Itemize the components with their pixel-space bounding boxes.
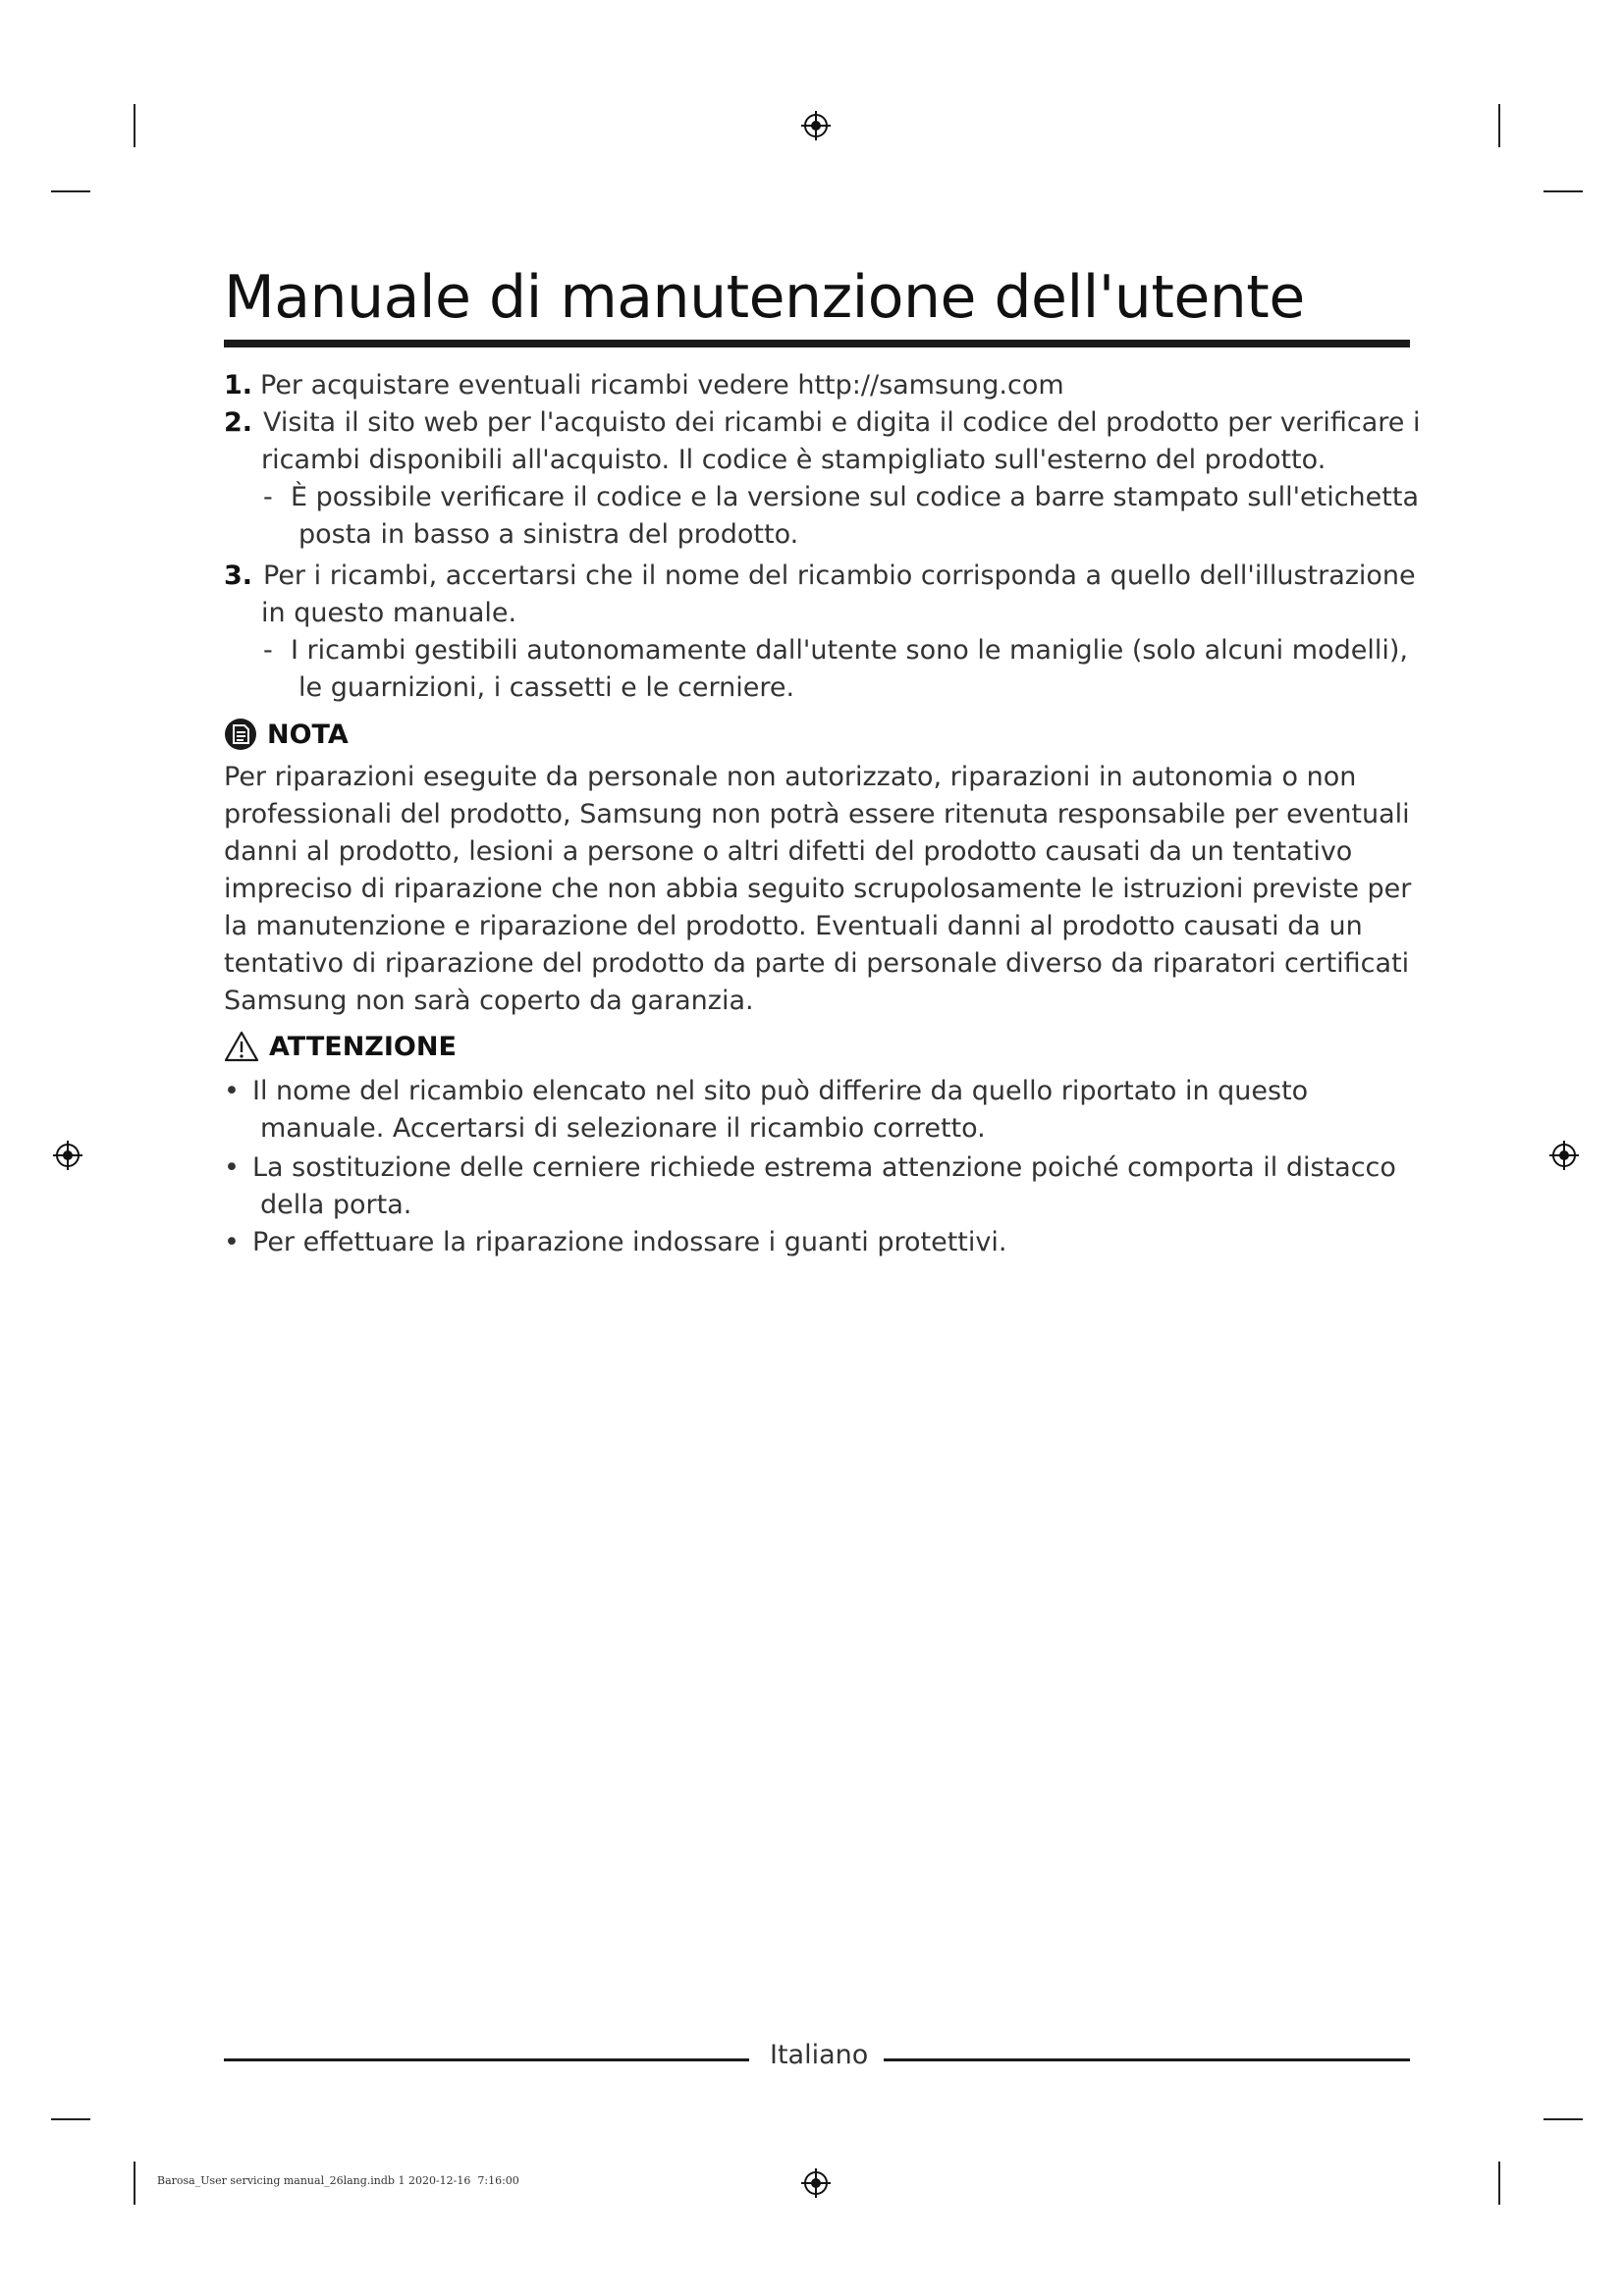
step-text-line: ricambi disponibili all'acquisto. Il codice è stampigliato sull'esterno del prodotto.	[261, 445, 1326, 475]
sub-item-line: le guarnizioni, i cassetti e le cerniere.	[298, 672, 795, 703]
bullet: •	[224, 1076, 240, 1106]
print-slug: Barosa_User servicing manual_26lang.indb 1 2020-12-16 ￼ 7:16:00	[157, 2174, 519, 2187]
caution-item-line: manuale. Accertarsi di selezionare il ricambio corretto.	[260, 1113, 986, 1144]
crop-mark	[134, 104, 135, 147]
caution-item-line: La sostituzione delle cerniere richiede estrema attenzione poiché comporta il distacco	[252, 1152, 1396, 1183]
note-line: danni al prodotto, lesioni a persone o altri difetti del prodotto causati da un tentativo	[224, 836, 1353, 867]
crop-mark	[134, 2162, 135, 2205]
title-rule	[224, 340, 1410, 347]
bullet: •	[224, 1227, 240, 1257]
note-line: la manutenzione e riparazione del prodotto. Eventuali danni al prodotto causati da un	[224, 911, 1363, 941]
page-title: Manuale di manutenzione dell'utente	[224, 263, 1305, 332]
sub-item-dash: -	[263, 482, 273, 512]
step-number: 3.	[224, 561, 253, 591]
caution-item-line: della porta.	[260, 1190, 412, 1220]
note-line: Per riparazioni eseguite da personale non autorizzato, riparazioni in autonomia o non	[224, 762, 1357, 792]
footer-rule	[224, 2058, 749, 2061]
note-heading	[224, 715, 349, 754]
crop-mark	[1498, 104, 1500, 147]
sub-item-line: È possibile verificare il codice e la versione sul codice a barre stampato sull'etichetta	[291, 482, 1420, 512]
note-label: NOTA	[267, 719, 349, 750]
sub-item-line: I ricambi gestibili autonomamente dall'utente sono le maniglie (solo alcuni modelli),	[291, 635, 1408, 666]
registration-mark-icon	[799, 109, 833, 142]
registration-mark-icon	[799, 2166, 833, 2200]
caution-item-line: Il nome del ricambio elencato nel sito può differire da quello riportato in questo	[252, 1076, 1309, 1106]
sub-item-line: posta in basso a sinistra del prodotto.	[298, 519, 799, 550]
crop-mark	[1498, 2162, 1500, 2205]
note-line: Samsung non sarà coperto da garanzia.	[224, 986, 754, 1016]
step-number: 1.	[224, 370, 253, 400]
bullet: •	[224, 1152, 240, 1183]
registration-mark-icon	[1547, 1139, 1581, 1172]
crop-mark	[51, 190, 90, 192]
note-line: tentativo di riparazione del prodotto da parte di personale diverso da riparatori certificati	[224, 948, 1410, 979]
caution-label: ATTENZIONE	[269, 1031, 457, 1062]
footer-rule	[884, 2058, 1410, 2061]
warning-triangle-icon	[224, 1030, 259, 1063]
sub-item-dash: -	[263, 635, 273, 666]
crop-mark	[1543, 190, 1583, 192]
step-text-line: in questo manuale.	[261, 598, 517, 628]
step-number: 2.	[224, 407, 253, 438]
registration-mark-icon	[51, 1139, 84, 1172]
crop-mark	[1543, 2118, 1583, 2120]
note-line: impreciso di riparazione che non abbia seguito scrupolosamente le istruzioni previste per	[224, 874, 1412, 904]
caution-heading	[224, 1027, 457, 1066]
footer-language: Italiano	[770, 2040, 869, 2070]
note-icon	[224, 718, 257, 751]
step-text-line: Per acquistare eventuali ricambi vedere http://samsung.com	[260, 370, 1064, 400]
caution-item-line: Per effettuare la riparazione indossare i guanti protettivi.	[252, 1227, 1007, 1257]
note-line: professionali del prodotto, Samsung non potrà essere ritenuta responsabile per eventuali	[224, 799, 1410, 829]
crop-mark	[51, 2118, 90, 2120]
step-text-line: Per i ricambi, accertarsi che il nome del ricambio corrisponda a quello dell'illustrazione	[263, 561, 1416, 591]
step-text-line: Visita il sito web per l'acquisto dei ricambi e digita il codice del prodotto per verificare i	[263, 407, 1421, 438]
